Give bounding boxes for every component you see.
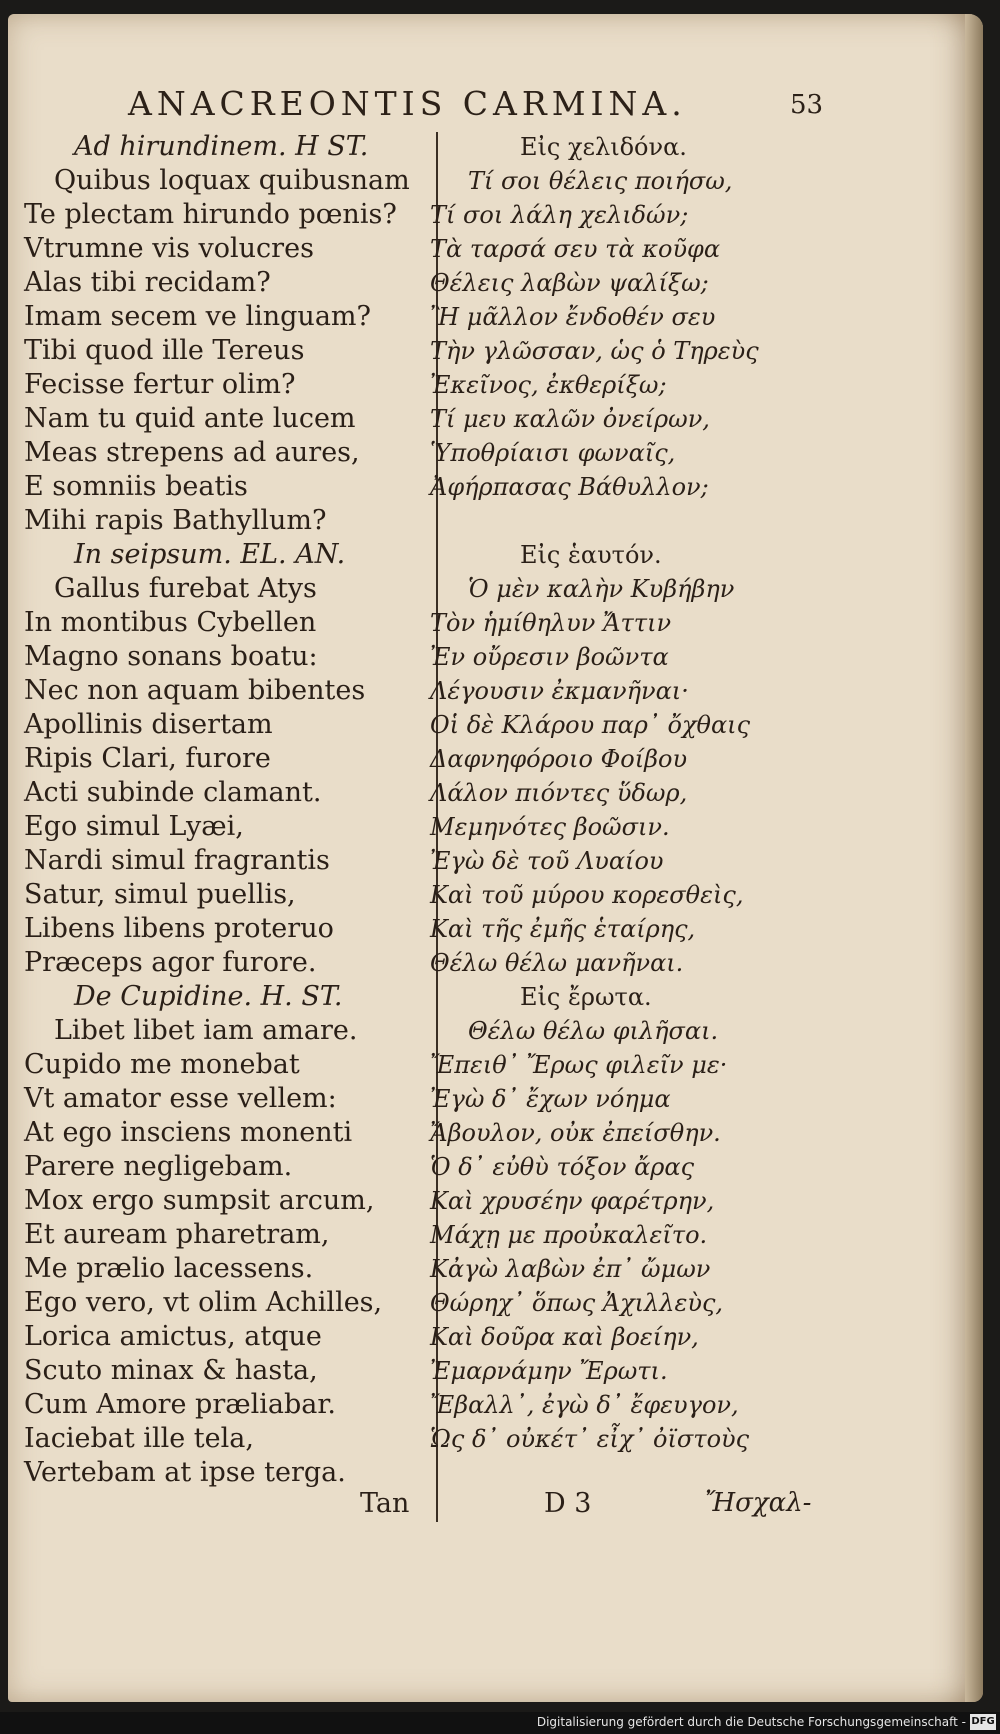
verse-line: Θέλω θέλω μανῆναι. <box>430 949 684 977</box>
verse-line: Θέλεις λαβὼν ψαλίξω; <box>430 269 709 297</box>
verse-line: Satur, simul puellis, <box>24 879 296 910</box>
verse-line: Ἐγὼ δὲ τοῦ Λυαίου <box>430 847 664 875</box>
verse-line: Ἐν οὔρεσιν βοῶντα <box>430 643 669 671</box>
verse-line: Et auream pharetram, <box>24 1219 330 1250</box>
verse-line: Κἀγὼ λαβὼν ἐπ᾽ ὤμων <box>430 1255 711 1283</box>
verse-line: Nam tu quid ante lucem <box>24 403 356 434</box>
greek-column <box>430 130 760 1456</box>
verse-line: Καὶ τῆς ἐμῆς ἑταίρης, <box>430 915 696 943</box>
verse-line: Ὁ δ᾽ εὐθὺ τόξον ἄρας <box>430 1153 695 1181</box>
page-number: 53 <box>790 90 824 120</box>
verse-line: Fecisse fertur olim? <box>24 369 296 400</box>
verse-line: Καὶ τοῦ μύρου κορεσθεὶς, <box>430 881 744 909</box>
signature-mark: D 3 <box>544 1488 592 1519</box>
verse-line: Μάχῃ με προὐκαλεῖτο. <box>430 1221 708 1249</box>
verse-line: Tibi quod ille Tereus <box>24 335 305 366</box>
verse-line: Nardi simul fragrantis <box>24 845 330 876</box>
verse-line: Iaciebat ille tela, <box>24 1423 254 1454</box>
catchword-greek: Ἤσχαλ- <box>705 1488 812 1518</box>
running-head <box>0 84 1000 124</box>
verse-line: Ego simul Lyæi, <box>24 811 244 842</box>
verse-line: Parere negligebam. <box>24 1151 293 1182</box>
verse-line: Λέγουσιν ἐκμανῆναι· <box>430 677 689 705</box>
verse-line: Τί σοι θέλεις ποιήσω, <box>468 167 733 195</box>
catchword-latin: Tan <box>360 1488 410 1519</box>
poem-heading: De Cupidine. H. ST. <box>74 981 343 1012</box>
verse-line: Τί μευ καλῶν ὀνείρων, <box>430 405 710 433</box>
verse-line: E somniis beatis <box>24 471 248 502</box>
verse-line: Imam secem ve linguam? <box>24 301 371 332</box>
verse-line: Apollinis disertam <box>24 709 273 740</box>
verse-line: Τί σοι λάλη χελιδών; <box>430 201 689 229</box>
footer-bar <box>0 1712 1000 1734</box>
verse-line: Ἔπειθ᾽ Ἔρως φιλεῖν με· <box>430 1051 728 1079</box>
verse-line: Θώρηχ᾽ ὅπως Ἀχιλλεὺς, <box>430 1289 724 1317</box>
poem-heading: Εἰς ἑαυτόν. <box>520 541 662 569</box>
verse-line: Δαφνηφόροιο Φοίβου <box>430 745 688 773</box>
footer-credit: Digitalisierung gefördert durch die Deutsche Forschungsgemeinschaft - <box>536 1715 966 1729</box>
verse-line: Meas strepens ad aures, <box>24 437 360 468</box>
poem-heading: Εἰς χελιδόνα. <box>520 133 687 161</box>
verse-line: Alas tibi recidam? <box>24 267 271 298</box>
verse-line: Ἄβουλον, οὐκ ἐπείσθην. <box>430 1119 721 1147</box>
verse-line: Me prælio lacessens. <box>24 1253 314 1284</box>
verse-line: Gallus furebat Atys <box>54 573 317 604</box>
verse-line: At ego insciens monenti <box>24 1117 353 1148</box>
verse-line: Οἱ δὲ Κλάρου παρ᾽ ὄχθαις <box>430 711 751 739</box>
verse-line: Scuto minax & hasta, <box>24 1355 318 1386</box>
verse-line: Τὴν γλῶσσαν, ὡς ὁ Τηρεὺς <box>430 337 759 365</box>
page-foot <box>0 1488 1000 1528</box>
verse-line: Libet libet iam amare. <box>54 1015 358 1046</box>
verse-line: Ὡς δ᾽ οὐκέτ᾽ εἶχ᾽ ὀϊστοὺς <box>430 1425 750 1453</box>
verse-line: In montibus Cybellen <box>24 607 317 638</box>
verse-line: Nec non aquam bibentes <box>24 675 366 706</box>
verse-line: Ὑποθρίαισι φωναῖς, <box>430 439 676 467</box>
verse-line: Καὶ χρυσέην φαρέτρην, <box>430 1187 715 1215</box>
verse-line: Vertebam at ipse terga. <box>24 1457 346 1488</box>
running-head-title: ANACREONTIS CARMINA. <box>128 84 687 123</box>
verse-line: Ripis Clari, furore <box>24 743 271 774</box>
verse-line: Ego vero, vt olim Achilles, <box>24 1287 383 1318</box>
verse-line: Μεμηνότες βοῶσιν. <box>430 813 670 841</box>
poem-heading: Ad hirundinem. H ST. <box>74 131 369 162</box>
blank-line <box>430 504 760 538</box>
verse-line: Ἔβαλλ᾽, ἐγὼ δ᾽ ἔφευγον, <box>430 1391 739 1419</box>
verse-line: Quibus loquax quibusnam <box>54 165 410 196</box>
verse-line: Θέλω θέλω φιλῆσαι. <box>468 1017 719 1045</box>
verse-line: Magno sonans boatu: <box>24 641 318 672</box>
verse-line: Acti subinde clamant. <box>24 777 322 808</box>
verse-line: Τὸν ἡμίθηλυν Ἄττιν <box>430 609 672 637</box>
verse-line: Vt amator esse vellem: <box>24 1083 337 1114</box>
verse-line: Ὁ μὲν καλὴν Κυβήβην <box>468 575 735 603</box>
verse-line: Ἀφήρπασας Βάθυλλον; <box>430 473 709 501</box>
verse-line: Cum Amore præliabar. <box>24 1389 336 1420</box>
verse-line: Λάλον πιόντες ὕδωρ, <box>430 779 688 807</box>
verse-line: Ἐμαρνάμην Ἔρωτι. <box>430 1357 668 1385</box>
poem-heading: Εἰς ἔρωτα. <box>520 983 652 1011</box>
verse-line: Τὰ ταρσά σευ τὰ κοῦφα <box>430 235 721 263</box>
verse-line: Cupido me monebat <box>24 1049 300 1080</box>
poem-heading: In seipsum. EL. AN. <box>74 539 346 570</box>
verse-line: Vtrumne vis volucres <box>24 233 314 264</box>
verse-line: Ἐγὼ δ᾽ ἔχων νόημα <box>430 1085 671 1113</box>
verse-line: Ἐκεῖνος, ἐκθερίξω; <box>430 371 667 399</box>
verse-line: Libens libens proteruo <box>24 913 334 944</box>
verse-line: Ἢ μᾶλλον ἔνδοθέν σευ <box>430 303 716 331</box>
verse-line: Mox ergo sumpsit arcum, <box>24 1185 375 1216</box>
verse-line: Καὶ δοῦρα καὶ βοείην, <box>430 1323 699 1351</box>
verse-line: Lorica amictus, atque <box>24 1321 322 1352</box>
verse-line: Te plectam hirundo pœnis? <box>24 199 397 230</box>
dfg-logo: DFG <box>970 1714 996 1730</box>
latin-column <box>24 130 424 1490</box>
verse-line: Præceps agor furore. <box>24 947 317 978</box>
verse-line: Mihi rapis Bathyllum? <box>24 505 327 536</box>
page-edge <box>965 14 983 1702</box>
